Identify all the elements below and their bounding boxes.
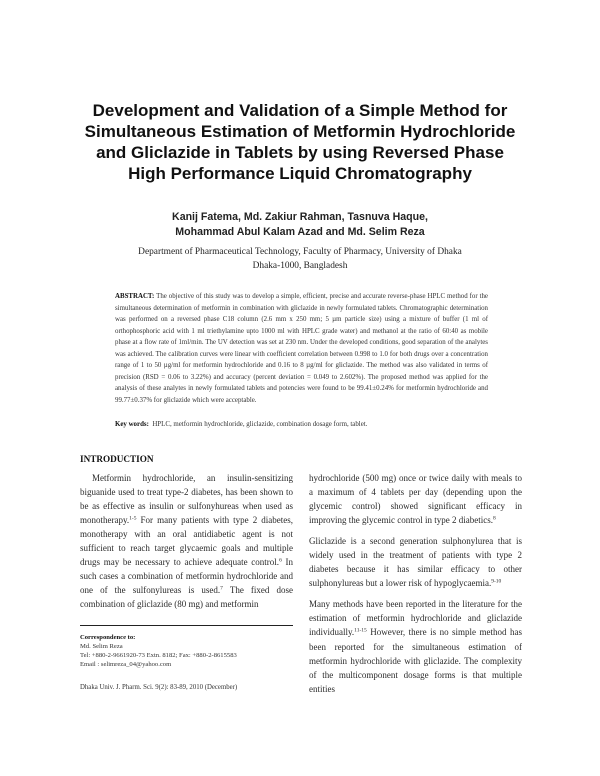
citation: 1-5 <box>129 515 137 522</box>
section-heading-introduction: INTRODUCTION <box>80 454 154 464</box>
authors-line: Mohammad Abul Kalam Azad and Md. Selim Reza <box>175 225 425 238</box>
intro-paragraph <box>309 597 522 695</box>
title-line: Simultaneous Estimation of Metformin Hydrochloride <box>84 122 516 141</box>
affiliation-line: Dhaka-1000, Bangladesh <box>252 260 348 271</box>
paper-title <box>60 100 540 184</box>
author-list <box>100 210 500 239</box>
text-run: However, there is no simple method has been reported for the simultaneous estimation of metformin hydrochloride with gliclazide. The complexity of the multicomponent dosage forms is that multiple entities <box>309 627 522 694</box>
citation: 7 <box>220 585 223 592</box>
citation: 9-10 <box>491 578 502 585</box>
correspondence-label: Correspondence to: <box>80 634 136 641</box>
correspondence-footnote <box>80 633 310 669</box>
correspondence-phone: Tel: +880-2-9661920-73 Extn. 8182; Fax: +880-2-8615583 <box>80 652 237 659</box>
keywords <box>115 419 488 430</box>
affiliation-line: Department of Pharmaceutical Technology, Faculty of Pharmacy, University of Dhaka <box>138 247 462 257</box>
title-line: High Performance Liquid Chromatography <box>128 164 472 183</box>
text-run: hydrochloride (500 mg) once or twice daily with meals to a maximum of 4 tablets per day (depending upon the glycemic control) showed significant efficacy in improving the glycemic control in type 2 diabetics. <box>309 473 522 526</box>
title-line: Development and Validation of a Simple Method for <box>92 101 508 120</box>
correspondence-name: Md. Selim Reza <box>80 643 123 650</box>
title-line: and Gliclazide in Tablets by using Reversed Phase <box>96 143 504 162</box>
intro-paragraph <box>309 534 522 590</box>
intro-paragraph <box>309 471 522 527</box>
citation: 11-15 <box>354 627 367 634</box>
intro-left-column <box>80 471 293 611</box>
journal-citation: Dhaka Univ. J. Pharm. Sci. 9(2): 83-89, 2010 (December) <box>80 684 238 691</box>
abstract-label: ABSTRACT: <box>115 293 155 300</box>
authors-line: Kanij Fatema, Md. Zakiur Rahman, Tasnuva Haque, <box>172 211 428 223</box>
abstract <box>115 291 488 406</box>
correspondence-email: Email : selimreza_04@yahoo.com <box>80 661 172 668</box>
affiliation <box>100 246 500 273</box>
text-run: In such cases a combination of metformin hydrochloride and one of the sulfonylureas is used. <box>80 557 294 596</box>
text-run: For many patients with type 2 diabetes, monotherapy with an oral antidiabetic agent is not sufficient to reach target glycaemic goals and multiple drugs may be necessary to achieve adequate control. <box>80 515 293 568</box>
keywords-label: Key words: <box>115 421 149 428</box>
intro-paragraph <box>80 471 293 611</box>
citation: 6 <box>279 557 282 564</box>
citation: 8 <box>492 515 496 522</box>
text-run: The fixed dose combination of gliclazide (80 mg) and metformin <box>80 585 293 610</box>
text-run: Many methods have been reported in the literature for the estimation of metformin hydrochloride and gliclazide individually. <box>309 599 522 638</box>
abstract-text: The objective of this study was to develop a simple, efficient, precise and accurate reverse-phase HPLC method for the simultaneous determination of metformin in combination with gliclazide in newly formulated tablets. Chromatographic determination was performed on a reversed phase C18 column (2.6 mm x 250 mm; 5 µm particle size) using a mixture of buffer (1 ml of orthophosphoric acid with 1 ml triethylamine upto 1000 ml with HPLC grade water) and methanol at the ratio of 60:40 as mobile phase at a flow rate of 1ml/min. The UV detection was set at 230 nm. Under the developed conditions, good separation of the analytes was achieved. The calibration curves were linear with coefficient correlation between 0.998 to 1.0 for both drugs over a concentration range of 1 to 50 µg/ml for metformin hydrochloride and 0.16 to 8 µg/ml for gliclazide. The method was also validated in terms of precision (RSD = 0.06 to 3.22%) and accuracy (percent deviation = 0.049 to 2.602%). The proposed method was applied for the analysis of these analytes in newly formulated tablets and potencies were found to be 99.41±0.24% for metformin hydrochloride and 99.77±0.37% for gliclazide which were acceptable. <box>115 293 488 404</box>
keywords-text: HPLC, metformin hydrochloride, gliclazide, combination dosage form, tablet. <box>152 421 368 428</box>
intro-right-column <box>309 471 522 696</box>
text-run: Metformin hydrochloride, an insulin-sensitizing biguanide used to treat type-2 diabetes, has been shown to be as effective as insulin or sulfonyhureas when used as monotherapy. <box>80 473 293 526</box>
footnote-divider <box>80 625 293 626</box>
text-run: Gliclazide is a second generation sulphonylurea that is widely used in the treatment of patients with type 2 diabetes because it has similar efficacy to other sulphonylureas but a lower risk of hypoglycaemia. <box>309 536 522 589</box>
